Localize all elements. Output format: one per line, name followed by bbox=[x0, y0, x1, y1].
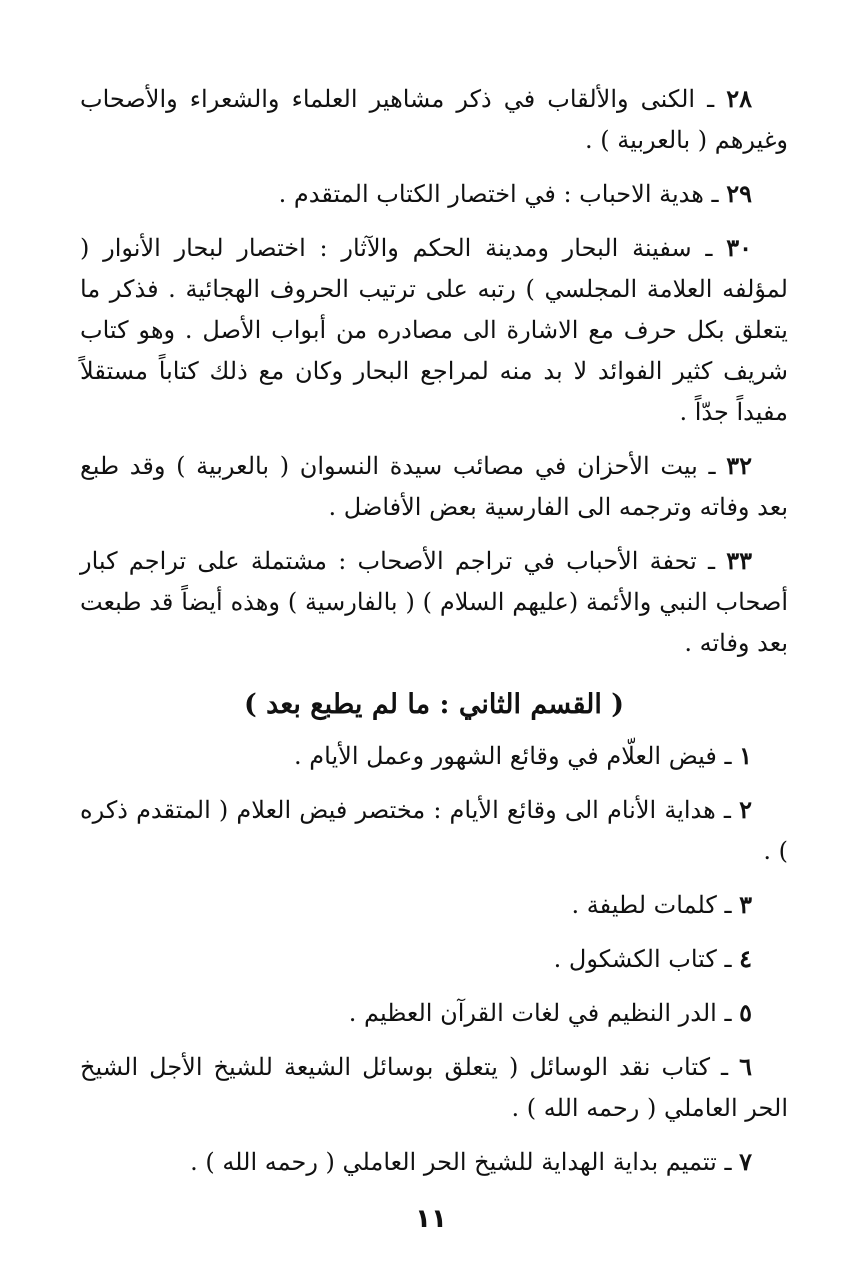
entry-number: ٣٣ bbox=[726, 546, 752, 575]
list-item bbox=[80, 540, 788, 664]
entry-text: ـ فيض العلّام في وقائع الشهور وعمل الأيام . bbox=[294, 742, 740, 770]
list-item bbox=[80, 735, 788, 777]
entry-text: ـ هداية الأنام الى وقائع الأيام : مختصر فيض العلام ( المتقدم ذكره ) . bbox=[80, 796, 788, 865]
list-item bbox=[80, 789, 788, 872]
list-item bbox=[80, 1141, 788, 1183]
list-item bbox=[80, 938, 788, 980]
entry-text: ـ الدر النظيم في لغات القرآن العظيم . bbox=[348, 999, 740, 1027]
entry-number: ١ bbox=[739, 741, 752, 770]
entry-text: ـ كتاب نقد الوسائل ( يتعلق بوسائل الشيعة للشيخ الأجل الشيخ الحر العاملي ( رحمه الله ) . bbox=[80, 1053, 788, 1122]
entry-number: ٢٩ bbox=[726, 179, 752, 208]
list-item bbox=[80, 78, 788, 161]
entry-number: ٢ bbox=[739, 795, 752, 824]
section-title: ( القسم الثاني : ما لم يطبع بعد ) bbox=[243, 689, 625, 720]
entry-number: ٤ bbox=[739, 944, 752, 973]
page-body bbox=[80, 78, 788, 1195]
entry-text: ـ هدية الاحباب : في اختصار الكتاب المتقدم . bbox=[278, 180, 727, 208]
entry-number: ٣٠ bbox=[726, 233, 752, 262]
page-number: ١١ bbox=[415, 1204, 447, 1234]
list-item bbox=[80, 227, 788, 433]
list-item bbox=[80, 173, 788, 215]
list-item bbox=[80, 445, 788, 528]
entry-number: ٢٨ bbox=[726, 84, 752, 113]
entry-number: ٣٢ bbox=[726, 451, 752, 480]
entry-text: ـ كلمات لطيفة . bbox=[571, 891, 740, 919]
entry-number: ٥ bbox=[739, 998, 752, 1027]
entry-text: ـ كتاب الكشكول . bbox=[553, 945, 740, 973]
list-item bbox=[80, 1046, 788, 1129]
entry-text: ـ سفينة البحار ومدينة الحكم والآثار : اختصار لبحار الأنوار ( لمؤلفه العلامة المجلسي ) رتبه على ترتيب الحروف الهجائية . فذكر ما يتعلق بكل حرف مع الاشارة الى مصادره من أبواب الأصل . وهو كتاب شريف كثير الفوائد لا بد منه لمراجع البحار وكان مع ذلك كتاباً مستقلاً مفيداً جدّاً . bbox=[80, 234, 788, 426]
list-item bbox=[80, 884, 788, 926]
entry-number: ٦ bbox=[739, 1052, 752, 1081]
entry-text: ـ تتميم بداية الهداية للشيخ الحر العاملي ( رحمه الله ) . bbox=[190, 1148, 740, 1176]
entry-number: ٣ bbox=[739, 890, 752, 919]
entry-number: ٧ bbox=[739, 1147, 752, 1176]
entry-text: ـ الكنى والألقاب في ذكر مشاهير العلماء والشعراء والأصحاب وغيرهم ( بالعربية ) . bbox=[80, 85, 788, 154]
list-item bbox=[80, 992, 788, 1034]
entry-text: ـ تحفة الأحباب في تراجم الأصحاب : مشتملة على تراجم كبار أصحاب النبي والأئمة (عليهم السلام ) ( بالفارسية ) وهذه أيضاً قد طبعت بعد وفاته . bbox=[80, 547, 788, 657]
entry-text: ـ بيت الأحزان في مصائب سيدة النسوان ( بالعربية ) وقد طبع بعد وفاته وترجمه الى الفارسية بعض الأفاضل . bbox=[80, 452, 788, 521]
